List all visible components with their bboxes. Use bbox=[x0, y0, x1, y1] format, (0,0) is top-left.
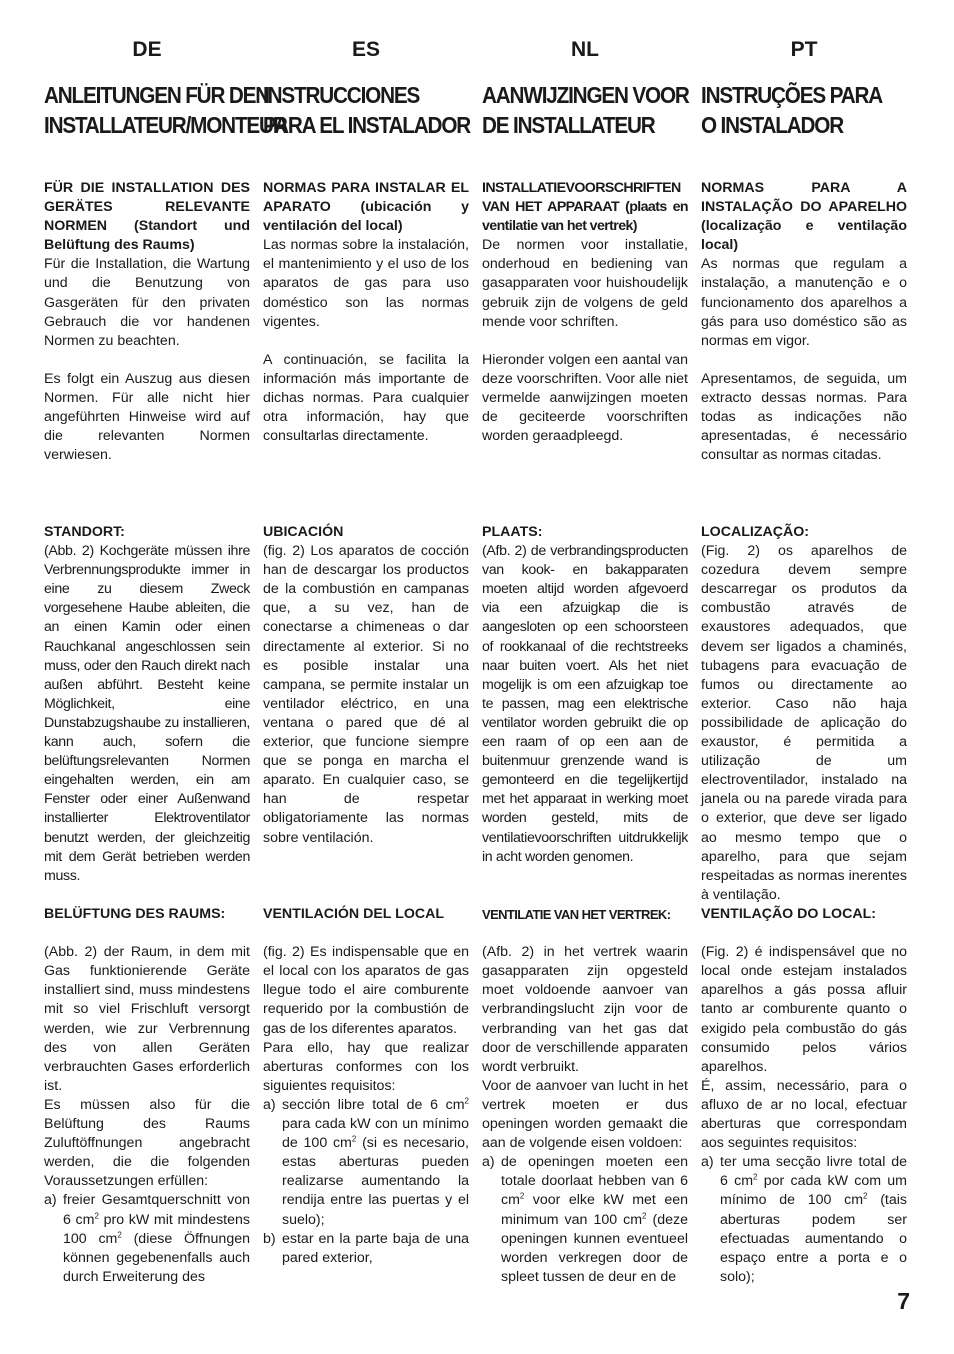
section-title: AANWIJZINGEN VOOR DE INSTALLATEUR bbox=[482, 82, 689, 138]
location-paragraph: (fig. 2) Los aparatos de cocción han de descargar los productos de la combustión en campanas que, a su vez, han de conectarse a chimeneas o dar directamente al exterior. Si no es posible instalar una campana, se permite instalar un ventilador eléctrico, en una ventana o pared que dé al exterior, que funcione siempre que se ponga en marcha el aparato. En cualquier caso, se han de respetar obligatoriamente las normas sobre ventilación. bbox=[263, 543, 469, 846]
intro-block bbox=[263, 179, 469, 446]
location-paragraph: (Abb. 2) Kochgeräte müssen ihre Verbrennungsprodukte immer in eine zu diesem Zweck vorgesehene Haube ableiten, die an einen Kamin oder einen Rauchkanal angeschlossen sein muss, oder den Rauch direkt nach außen abführt. Besteht keine Möglichkeit, eine Dunstabzugshaube zu installieren, kann auch, sofern die belüftungsrelevanten Normen eingehalten werden, ein am Fenster oder einer Außenwand installierter Elektroventilator benutzt werden, der gleichzeitig mit dem Gerät betrieben werden muss. bbox=[44, 543, 250, 884]
list-item: a) sección libre total de 6 $cm^2$ para cada kW con un mínimo de 100 $cm^2$ (si es necesario, estas aberturas pueden realizarse aumentando la rendija entre las puertas y el suelo); bbox=[263, 1096, 469, 1228]
section-title: INSTRUCCIONES PARA EL INSTALADOR bbox=[263, 82, 471, 138]
intro-paragraph: De normen voor installatie, onderhoud en bediening van gasapparaten voor huishoudelijk gebruik zijn de volgens de geld mende voor schriften. bbox=[482, 237, 688, 330]
location-paragraph: (Fig. 2) os aparelhos de cozedura devem sempre descarregar os produtos da combustão através de exaustores adequados, que devem ser ligados a chaminés, tubagens para evacuação de fumos ou directamente ao exterior. Caso não haja possibilidade de aplicação do exaustor, é permitida a utilização de um electroventilador, instalado na janela ou na parede virada para o exterior, que deve ser ligado ao mesmo tempo que o aparelho, para que sejam respeitadas as normas inerentes à ventilação. bbox=[701, 543, 907, 903]
intro-block bbox=[701, 179, 907, 465]
list-item: b) estar en la parte baja de una pared exterior, bbox=[263, 1230, 469, 1266]
ventilation-block bbox=[482, 905, 688, 1287]
section-title: ANLEITUNGEN FÜR DEN INSTALLATEUR/MONTEUR bbox=[44, 82, 287, 138]
ventilation-block bbox=[44, 905, 250, 1287]
ventilation-paragraph: (Abb. 2) der Raum, in dem mit Gas funktionierende Geräte installiert sind, muss mindestens mit so viel Frischluft versorgt werden, wie zur Verbrennung des von allen Geräten verbrauchten Gases erforderlich ist. bbox=[44, 944, 250, 1094]
ventilation-paragraph: Para ello, hay que realizar aberturas conformes con los siguientes requisitos: bbox=[263, 1039, 469, 1094]
location-heading: UBICACIÓN bbox=[263, 524, 344, 540]
ventilation-paragraph: (Fig. 2) é indispensável que no local onde estejam instalados aparelhos a gás possa afluir tanto ar comburente quanto o exigido pela combustão do gás consumido pelos vários aparelhos. bbox=[701, 944, 907, 1075]
ventilation-paragraph: (fig. 2) Es indispensable que en el local con los aparatos de gas llegue todo el aire comburente requerido por la combustión de gas de los diferentes aparatos. bbox=[263, 944, 469, 1037]
location-heading: STANDORT: bbox=[44, 524, 125, 540]
language-code: PT bbox=[790, 38, 818, 61]
intro-paragraph: Es folgt ein Auszug aus diesen Normen. Für alle nicht hier angeführten Hinweise wird auf die relevanten Normen verwiesen. bbox=[44, 370, 250, 464]
intro-heading: NORMAS PARA A INSTALAÇÃO DO APARELHO (localização e ventilação local) bbox=[701, 180, 907, 254]
intro-paragraph: A continuación, se facilita la información más importante de dichas normas. Para cualquier otra información, hay que consultarlas directamente. bbox=[263, 351, 469, 445]
language-code: ES bbox=[351, 38, 380, 61]
ventilation-paragraph: É, assim, necessário, para o afluxo de ar no local, efectuar aberturas que correspondam aos seguintes requisitos: bbox=[701, 1077, 907, 1152]
ventilation-paragraph: (Afb. 2) in het vertrek waarin gasapparaten zijn opgesteld moet voldoende aanvoer van verbrandingslucht zijn voor de verbranding van het gas dat door de verschillende apparaten wordt verbruikt. bbox=[482, 944, 688, 1075]
ventilation-heading: BELÜFTUNG DES RAUMS: bbox=[44, 906, 226, 922]
location-heading: LOCALIZAÇÃO: bbox=[701, 524, 809, 540]
list-item: a) de openingen moeten een totale doorlaat hebben van 6 $cm^2$ voor elke kW met een minimum van 100 $cm^2$ (deze openingen kunnen eventueel worden verkregen door de spleet tussen de deur en de bbox=[482, 1154, 689, 1285]
ventilation-heading: VENTILATIE VAN HET VERTREK: bbox=[482, 907, 671, 922]
intro-paragraph: Las normas sobre la instalación, el mantenimiento y el uso de los aparatos de gas para uso doméstico son las normas vigentes. bbox=[263, 237, 469, 330]
intro-paragraph: As normas que regulam a instalação, a manutenção e o funcionamento dos aparelhos a gás para uso doméstico são as normas em vigor. bbox=[701, 256, 907, 349]
ventilation-block bbox=[263, 905, 469, 1268]
list-item: a) freier Gesamtquerschnitt von 6 $cm^2$ pro kW mit mindestens 100 $cm^2$ (diese Öffnungen können gegebenenfalls auch durch Erweiterung des bbox=[44, 1192, 250, 1285]
intro-paragraph: Hieronder volgen een aantal van deze voorschriften. Voor alle niet vermelde aanwijzingen moeten de geciteerde voorschriften worden geraadpleegd. bbox=[482, 351, 688, 445]
intro-heading: NORMAS PARA INSTALAR EL APARATO (ubicación y ventilación del local) bbox=[263, 180, 469, 235]
intro-paragraph: Für die Installation, die Wartung und die Benutzung von Gasgeräten für den privaten Gebrauch die vor handenen Normen zu beachten. bbox=[44, 256, 250, 349]
location-paragraph: (Afb. 2) de verbrandingsproducten van kook- en bakapparaten moeten altijd worden afgevoerd via een afzuigkap die is aangesloten op een schoorsteen of rookkanaal of die rechtstreeks naar buiten voert. Als het niet mogelijk is om een afzuigkap toe te passen, mag een elektrische ventilator worden gebruikt die op een raam of op een aan de buitenmuur grenzende wand is gemonteerd en die tegelijkertijd met het apparaat in werking moet worden gesteld, mits de ventilatievoorschriften uitdrukkelijk in acht worden genomen. bbox=[482, 543, 688, 865]
ventilation-heading: VENTILACIÓN DEL LOCAL bbox=[263, 906, 445, 922]
location-block bbox=[263, 523, 469, 848]
ventilation-block bbox=[701, 905, 907, 1287]
intro-block bbox=[44, 179, 250, 465]
language-code: NL bbox=[571, 38, 599, 61]
location-heading: PLAATS: bbox=[482, 524, 543, 540]
location-block bbox=[44, 523, 250, 886]
section-title: INSTRUÇÕES PARA O INSTALADOR bbox=[701, 82, 883, 138]
language-code: DE bbox=[132, 38, 162, 61]
intro-heading: INSTALLATIEVOORSCHRIFTEN VAN HET APPARAAT (plaats en ventilatie van het vertrek) bbox=[482, 180, 688, 235]
intro-paragraph: Apresentamos, de seguida, um extracto dessas normas. Para todas as indicações não apresentadas, é necessário consultar as normas citadas. bbox=[701, 370, 907, 464]
ventilation-paragraph: Voor de aanvoer van lucht in het vertrek moeten er dus openingen worden gemaakt die aan de volgende eisen voldoen: bbox=[482, 1077, 688, 1152]
location-block bbox=[701, 523, 907, 905]
ventilation-heading: VENTILAÇÃO DO LOCAL: bbox=[701, 906, 876, 922]
list-item: a) ter uma secção livre total de 6 $cm^2$ por cada kW com um mínimo de 100 $cm^2$ (tais aberturas podem ser efectuadas aumentando o espaço entre a porta e o solo); bbox=[701, 1154, 908, 1285]
location-block bbox=[482, 523, 688, 867]
ventilation-paragraph: Es müssen also für die Belüftung des Raums Zuluftöffnungen angebracht werden, die die folgenden Voraussetzungen erfüllen: bbox=[44, 1096, 250, 1190]
intro-block bbox=[482, 179, 688, 446]
intro-heading: FÜR DIE INSTALLATION DES GERÄTES RELEVANTE NORMEN (Standort und Belüftung des Raums) bbox=[44, 180, 250, 254]
page-number: 7 bbox=[897, 1288, 910, 1314]
